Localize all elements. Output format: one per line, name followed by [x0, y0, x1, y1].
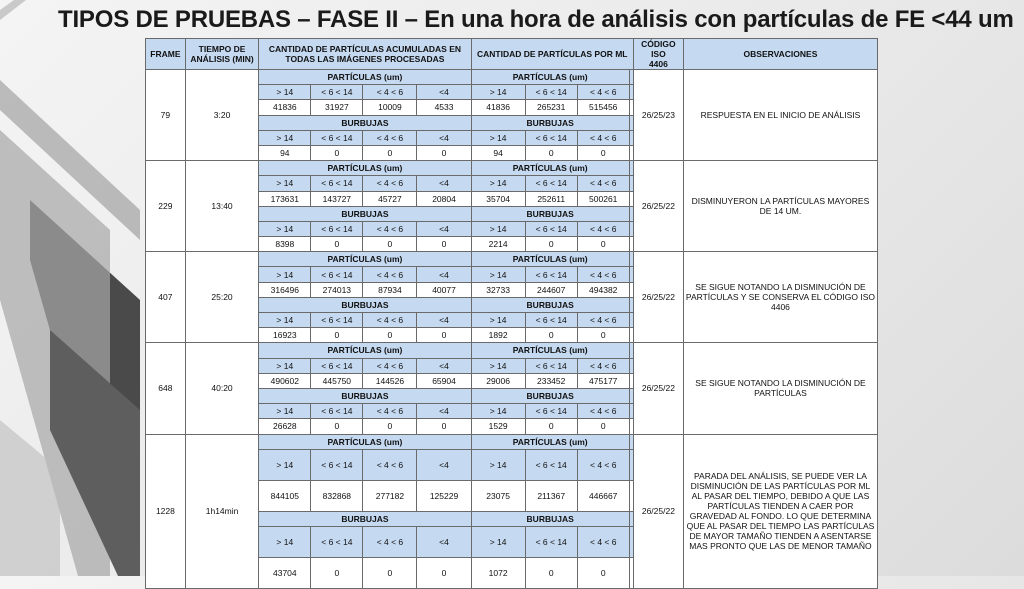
category-cell: > 14 — [471, 313, 525, 328]
value-cell: 1072 — [471, 557, 525, 588]
burbujas-ml-spacer — [629, 206, 633, 221]
value-cell: 0 — [525, 328, 577, 343]
value-cell-empty — [629, 328, 633, 343]
category-cell: < 6 < 14 — [311, 358, 363, 373]
category-cell: > 14 — [259, 358, 311, 373]
value-cell: 233452 — [525, 373, 577, 388]
category-cell: < 4 < 6 — [363, 221, 417, 236]
value-cell: 41836 — [259, 100, 311, 115]
category-cell: > 14 — [471, 404, 525, 419]
category-cell: <4 — [417, 267, 471, 282]
category-cell: < 6 < 14 — [525, 358, 577, 373]
value-cell: 515456 — [577, 100, 629, 115]
value-cell: 0 — [363, 328, 417, 343]
results-body — [146, 70, 878, 589]
category-cell: < 4 < 6 — [363, 358, 417, 373]
category-cell: < 4 < 6 — [577, 267, 629, 282]
value-cell: 265231 — [525, 100, 577, 115]
category-cell: < 6 < 14 — [311, 221, 363, 236]
category-cell: > 14 — [471, 130, 525, 145]
category-cell: < 4 < 6 — [577, 404, 629, 419]
header-frame: FRAME — [146, 39, 186, 70]
value-cell: 0 — [417, 237, 471, 252]
value-cell-empty — [629, 480, 633, 511]
category-cell: < 6 < 14 — [525, 267, 577, 282]
header-codigo-iso: CÓDIGO ISO 4406 — [633, 39, 683, 70]
observacion-cell: PARADA DEL ANÁLISIS, SE PUEDE VER LA DISMINUCIÓN DE LAS PARTÍCULAS POR ML AL PASAR DEL TIEMPO, DEBIDO A QUE LAS PARTÍCULAS TIENDEN A CAER POR GRAVEDAD AL FONDO. LO QUE DETERMINA QUE AL PASAR DEL TIEMPO LAS PARTÍCULAS DE MAYOR TAMAÑO TIENDEN A ASENTARSE MAS PRONTO QUE LAS DE MENOR TAMAÑO — [683, 434, 877, 588]
category-cell: < 6 < 14 — [525, 130, 577, 145]
value-cell: 490602 — [259, 373, 311, 388]
category-cell: > 14 — [471, 526, 525, 557]
codigo-iso-cell: 26/25/22 — [633, 343, 683, 434]
particulas-ml-label: PARTÍCULAS (um) — [471, 434, 629, 449]
category-cell: > 14 — [259, 526, 311, 557]
value-cell: 45727 — [363, 191, 417, 206]
value-cell: 16923 — [259, 328, 311, 343]
value-cell: 65904 — [417, 373, 471, 388]
observacion-cell: SE SIGUE NOTANDO LA DISMINUCIÓN DE PARTÍCULAS — [683, 343, 877, 434]
particulas-ml-label: PARTÍCULAS (um) — [471, 343, 629, 358]
category-cell: < 4 < 6 — [577, 85, 629, 100]
value-cell-empty — [629, 419, 633, 434]
value-cell: 244607 — [525, 282, 577, 297]
value-cell: 0 — [363, 145, 417, 160]
category-cell: < 4 < 6 — [577, 176, 629, 191]
value-cell: 0 — [363, 557, 417, 588]
category-cell: < 4 < 6 — [363, 85, 417, 100]
value-cell-empty — [629, 100, 633, 115]
category-cell: <4 — [417, 313, 471, 328]
category-cell: < 4 < 6 — [363, 313, 417, 328]
value-cell: 445750 — [311, 373, 363, 388]
category-cell-empty — [629, 176, 633, 191]
burbujas-acum-label: BURBUJAS — [259, 511, 471, 526]
category-cell: < 6 < 14 — [525, 526, 577, 557]
value-cell: 832868 — [311, 480, 363, 511]
burbujas-ml-label: BURBUJAS — [471, 297, 629, 312]
frame-cell: 1228 — [146, 434, 186, 588]
particulas-acum-label: PARTÍCULAS (um) — [259, 434, 471, 449]
category-cell-empty — [629, 130, 633, 145]
category-cell: > 14 — [259, 449, 311, 480]
burbujas-acum-label: BURBUJAS — [259, 115, 471, 130]
category-cell: < 4 < 6 — [577, 221, 629, 236]
category-cell: > 14 — [259, 404, 311, 419]
value-cell: 0 — [363, 419, 417, 434]
value-cell: 475177 — [577, 373, 629, 388]
value-cell: 0 — [417, 145, 471, 160]
category-cell: < 6 < 14 — [311, 267, 363, 282]
category-cell: <4 — [417, 221, 471, 236]
value-cell: 35704 — [471, 191, 525, 206]
frame-group-648 — [146, 343, 878, 358]
category-cell-empty — [629, 85, 633, 100]
category-cell: > 14 — [259, 130, 311, 145]
value-cell-empty — [629, 282, 633, 297]
value-cell: 0 — [577, 557, 629, 588]
value-cell: 41836 — [471, 100, 525, 115]
value-cell-empty — [629, 145, 633, 160]
category-cell: < 4 < 6 — [577, 526, 629, 557]
category-cell: <4 — [417, 526, 471, 557]
value-cell: 446667 — [577, 480, 629, 511]
frame-group-79 — [146, 70, 878, 85]
category-cell: > 14 — [471, 449, 525, 480]
category-cell: > 14 — [471, 221, 525, 236]
category-cell-empty — [629, 221, 633, 236]
category-cell: > 14 — [471, 267, 525, 282]
category-cell-empty — [629, 358, 633, 373]
value-cell-empty — [629, 557, 633, 588]
category-cell: < 6 < 14 — [525, 85, 577, 100]
category-cell: <4 — [417, 176, 471, 191]
frame-cell: 79 — [146, 70, 186, 161]
particulas-ml-label: PARTÍCULAS (um) — [471, 252, 629, 267]
burbujas-acum-label: BURBUJAS — [259, 297, 471, 312]
category-cell: < 4 < 6 — [363, 449, 417, 480]
category-cell: < 4 < 6 — [577, 130, 629, 145]
value-cell: 4533 — [417, 100, 471, 115]
category-cell: < 6 < 14 — [525, 404, 577, 419]
value-cell: 2214 — [471, 237, 525, 252]
category-cell: < 6 < 14 — [311, 176, 363, 191]
codigo-iso-cell: 26/25/22 — [633, 252, 683, 343]
category-cell-empty — [629, 267, 633, 282]
particulas-acum-label: PARTÍCULAS (um) — [259, 161, 471, 176]
value-cell: 0 — [417, 328, 471, 343]
category-cell: < 4 < 6 — [577, 358, 629, 373]
particulas-acum-label: PARTÍCULAS (um) — [259, 70, 471, 85]
category-cell: < 4 < 6 — [363, 176, 417, 191]
codigo-iso-cell: 26/25/22 — [633, 434, 683, 588]
value-cell: 0 — [311, 237, 363, 252]
particulas-ml-label: PARTÍCULAS (um) — [471, 161, 629, 176]
value-cell: 31927 — [311, 100, 363, 115]
frame-cell: 407 — [146, 252, 186, 343]
burbujas-ml-spacer — [629, 511, 633, 526]
category-cell-empty — [629, 526, 633, 557]
category-cell-empty — [629, 449, 633, 480]
results-table — [145, 38, 878, 589]
burbujas-ml-spacer — [629, 297, 633, 312]
value-cell-empty — [629, 373, 633, 388]
burbujas-ml-spacer — [629, 115, 633, 130]
category-cell: < 6 < 14 — [525, 449, 577, 480]
value-cell: 43704 — [259, 557, 311, 588]
value-cell: 0 — [311, 145, 363, 160]
category-cell: <4 — [417, 358, 471, 373]
value-cell: 500261 — [577, 191, 629, 206]
page-title: TIPOS DE PRUEBAS – FASE II – En una hora de análisis con partículas de FE <44 um — [58, 6, 1014, 33]
value-cell: 494382 — [577, 282, 629, 297]
value-cell: 173631 — [259, 191, 311, 206]
value-cell: 87934 — [363, 282, 417, 297]
value-cell: 0 — [577, 328, 629, 343]
value-cell: 1892 — [471, 328, 525, 343]
category-cell: < 4 < 6 — [363, 267, 417, 282]
codigo-iso-cell: 26/25/23 — [633, 70, 683, 161]
value-cell: 277182 — [363, 480, 417, 511]
value-cell: 0 — [577, 145, 629, 160]
value-cell: 23075 — [471, 480, 525, 511]
category-cell: < 6 < 14 — [525, 313, 577, 328]
burbujas-ml-label: BURBUJAS — [471, 388, 629, 403]
value-cell: 844105 — [259, 480, 311, 511]
tiempo-cell: 25:20 — [185, 252, 258, 343]
particulas-acum-label: PARTÍCULAS (um) — [259, 252, 471, 267]
category-cell: < 6 < 14 — [525, 176, 577, 191]
observacion-cell: RESPUESTA EN EL INICIO DE ANÁLISIS — [683, 70, 877, 161]
codigo-iso-cell: 26/25/22 — [633, 161, 683, 252]
category-cell: < 4 < 6 — [577, 449, 629, 480]
value-cell: 10009 — [363, 100, 417, 115]
value-cell: 316496 — [259, 282, 311, 297]
value-cell: 0 — [417, 419, 471, 434]
value-cell: 32733 — [471, 282, 525, 297]
category-cell: < 4 < 6 — [363, 526, 417, 557]
category-cell: < 6 < 14 — [525, 221, 577, 236]
value-cell: 0 — [525, 145, 577, 160]
category-cell: > 14 — [471, 358, 525, 373]
value-cell: 94 — [259, 145, 311, 160]
category-cell: > 14 — [259, 176, 311, 191]
observacion-cell: SE SIGUE NOTANDO LA DISMINUCIÓN DE PARTÍCULAS Y SE CONSERVA EL CÓDIGO ISO 4406 — [683, 252, 877, 343]
frame-group-229 — [146, 161, 878, 176]
value-cell: 274013 — [311, 282, 363, 297]
value-cell: 143727 — [311, 191, 363, 206]
category-cell: < 6 < 14 — [311, 526, 363, 557]
value-cell: 8398 — [259, 237, 311, 252]
category-cell: < 6 < 14 — [311, 449, 363, 480]
value-cell: 0 — [577, 237, 629, 252]
value-cell: 0 — [417, 557, 471, 588]
value-cell: 29006 — [471, 373, 525, 388]
category-cell: > 14 — [259, 313, 311, 328]
tiempo-cell: 1h14min — [185, 434, 258, 588]
tiempo-cell: 3:20 — [185, 70, 258, 161]
category-cell: > 14 — [471, 85, 525, 100]
category-cell: < 4 < 6 — [363, 130, 417, 145]
header-acumuladas: CANTIDAD DE PARTÍCULAS ACUMULADAS EN TODAS LAS IMÁGENES PROCESADAS — [259, 39, 471, 70]
value-cell: 0 — [525, 557, 577, 588]
header-por-ml: CANTIDAD DE PARTÍCULAS POR ML — [471, 39, 633, 70]
value-cell: 0 — [577, 419, 629, 434]
burbujas-acum-label: BURBUJAS — [259, 388, 471, 403]
category-cell: < 6 < 14 — [311, 85, 363, 100]
category-cell: <4 — [417, 404, 471, 419]
value-cell: 1529 — [471, 419, 525, 434]
category-cell: <4 — [417, 449, 471, 480]
category-cell: < 4 < 6 — [363, 404, 417, 419]
value-cell: 144526 — [363, 373, 417, 388]
burbujas-acum-label: BURBUJAS — [259, 206, 471, 221]
burbujas-ml-label: BURBUJAS — [471, 206, 629, 221]
value-cell: 0 — [525, 419, 577, 434]
burbujas-ml-label: BURBUJAS — [471, 511, 629, 526]
burbujas-ml-spacer — [629, 388, 633, 403]
header-observaciones: OBSERVACIONES — [683, 39, 877, 70]
value-cell: 94 — [471, 145, 525, 160]
category-cell: <4 — [417, 130, 471, 145]
tiempo-cell: 40:20 — [185, 343, 258, 434]
frame-cell: 229 — [146, 161, 186, 252]
value-cell: 252611 — [525, 191, 577, 206]
value-cell-empty — [629, 191, 633, 206]
value-cell: 26628 — [259, 419, 311, 434]
category-cell: < 6 < 14 — [311, 313, 363, 328]
category-cell-empty — [629, 404, 633, 419]
category-cell: > 14 — [259, 85, 311, 100]
category-cell: < 6 < 14 — [311, 404, 363, 419]
value-cell: 0 — [311, 419, 363, 434]
particulas-acum-label: PARTÍCULAS (um) — [259, 343, 471, 358]
category-cell: < 4 < 6 — [577, 313, 629, 328]
frame-cell: 648 — [146, 343, 186, 434]
category-cell: < 6 < 14 — [311, 130, 363, 145]
category-cell-empty — [629, 313, 633, 328]
particulas-ml-label: PARTÍCULAS (um) — [471, 70, 629, 85]
value-cell: 0 — [363, 237, 417, 252]
frame-group-407 — [146, 252, 878, 267]
value-cell: 0 — [311, 328, 363, 343]
frame-group-1228 — [146, 434, 878, 449]
value-cell: 40077 — [417, 282, 471, 297]
value-cell: 211367 — [525, 480, 577, 511]
category-cell: > 14 — [259, 267, 311, 282]
category-cell: > 14 — [471, 176, 525, 191]
category-cell: <4 — [417, 85, 471, 100]
observacion-cell: DISMINUYERON LA PARTÍCULAS MAYORES DE 14 UM. — [683, 161, 877, 252]
value-cell: 125229 — [417, 480, 471, 511]
value-cell: 0 — [525, 237, 577, 252]
category-cell: > 14 — [259, 221, 311, 236]
header-tiempo: TIEMPO DE ANÁLISIS (MIN) — [185, 39, 258, 70]
burbujas-ml-label: BURBUJAS — [471, 115, 629, 130]
value-cell: 0 — [311, 557, 363, 588]
value-cell: 20804 — [417, 191, 471, 206]
tiempo-cell: 13:40 — [185, 161, 258, 252]
value-cell-empty — [629, 237, 633, 252]
